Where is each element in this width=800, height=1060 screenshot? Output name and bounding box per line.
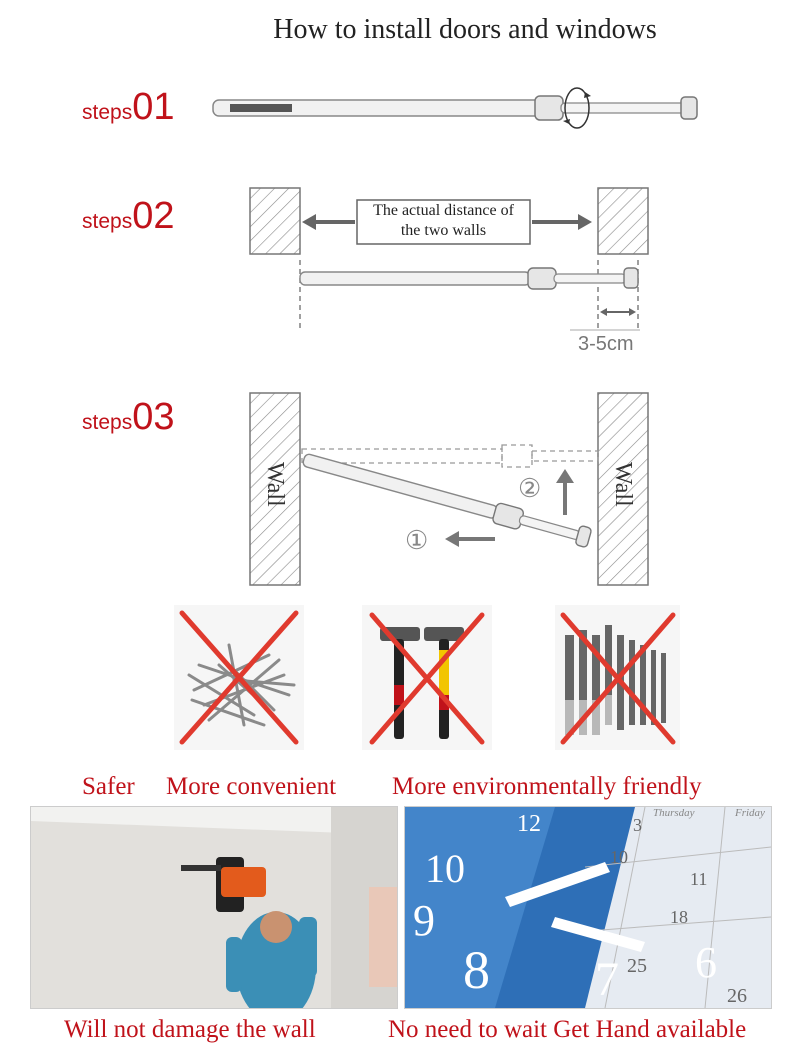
step-word: steps (82, 101, 133, 124)
step-number: 03 (132, 396, 175, 438)
drilling-worker-illustration (31, 807, 397, 1008)
distance-line-2: the two walls (400, 222, 487, 239)
drill-bits-icon (555, 605, 680, 750)
distance-line-1: The actual distance of (373, 202, 514, 219)
drilling-photo (30, 806, 398, 1009)
wall-label-left: Wall (262, 462, 288, 507)
clock-number-6: 6 (695, 938, 717, 987)
step-number: 02 (132, 195, 175, 237)
calendar-date-18: 18 (670, 907, 688, 927)
drill-bits-crossed-tile (555, 605, 680, 750)
benefit-convenient: More convenient (166, 773, 337, 800)
hammers-crossed-tile (362, 605, 492, 750)
step-marker-1: ① (405, 526, 429, 555)
clock-number-12: 12 (517, 811, 541, 837)
calendar-date-10: 10 (610, 847, 628, 867)
clock-number-9: 9 (413, 896, 435, 945)
clock-calendar-photo (404, 806, 772, 1009)
step-number: 01 (132, 86, 175, 128)
hammer-icon (362, 605, 492, 750)
calendar-header-thursday: Thursday (653, 807, 695, 819)
nails-icon (174, 605, 304, 750)
benefit-safer: Safer (82, 773, 135, 800)
clock-number-8: 8 (463, 940, 490, 1000)
gap-measurement-label: 3-5cm (578, 333, 634, 355)
calendar-date-26: 26 (727, 985, 747, 1007)
wall-distance-label (357, 201, 530, 241)
benefit-no-waiting: No need to wait Get Hand available (388, 1016, 747, 1043)
benefit-no-wall-damage: Will not damage the wall (64, 1016, 316, 1043)
step-03-diagram (240, 385, 660, 590)
clock-number-7: 7 (595, 953, 619, 1006)
calendar-date-11: 11 (690, 869, 708, 889)
clock-number-10: 10 (425, 846, 465, 891)
step-marker-2: ② (518, 474, 542, 503)
calendar-date-3: 3 (633, 815, 642, 835)
calendar-header-friday: Friday (735, 807, 765, 819)
wall-label-right: Wall (610, 462, 636, 507)
benefit-eco-friendly: More environmentally friendly (392, 773, 702, 800)
step-01-label (82, 86, 174, 129)
step-02-label (82, 195, 174, 238)
step-03-label (82, 396, 174, 439)
calendar-date-25: 25 (627, 955, 647, 977)
tension-rod-illustration-1 (205, 84, 705, 134)
nails-crossed-tile (174, 605, 304, 750)
step-word: steps (82, 210, 133, 233)
page-title: How to install doors and windows (273, 14, 657, 45)
step-word: steps (82, 411, 133, 434)
